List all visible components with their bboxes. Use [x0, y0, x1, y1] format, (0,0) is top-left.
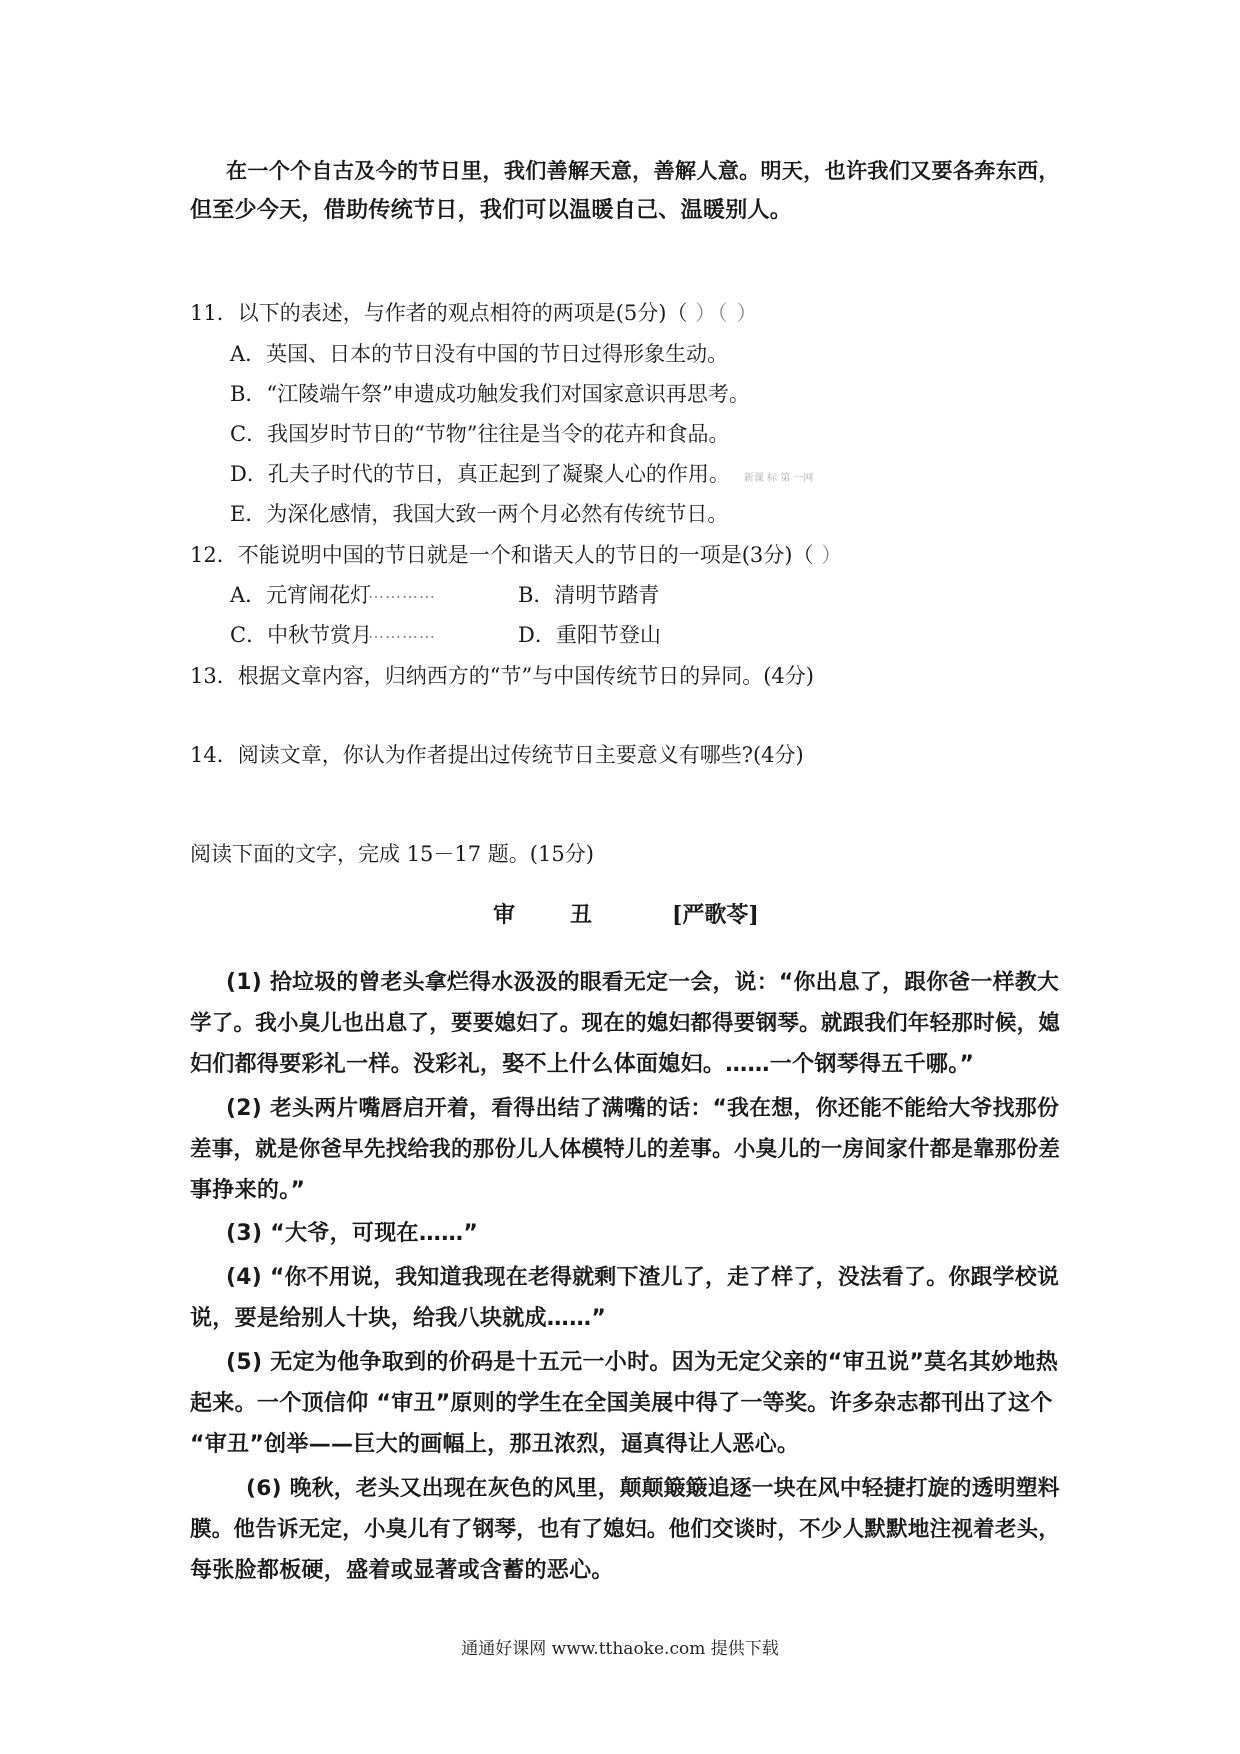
passage-p5-line-1: (5) 无定为他争取到的价码是十五元一小时。因为无定父亲的“审丑说”莫名其妙地热 [226, 1350, 1058, 1375]
q12-leader-1: ………… [368, 583, 436, 602]
q11-option-b: B．“江陵端午祭”申遗成功触发我们对国家意识再思考。 [230, 382, 750, 406]
intro-line-2: 但至少今天，借助传统节日，我们可以温暖自己、温暖别人。 [190, 198, 793, 223]
passage-p1-line-1: (1) 拾垃圾的曾老头拿烂得水汲汲的眼看无定一会，说：“你出息了，跟你爸一样教大 [226, 970, 1060, 995]
watermark-text: 新课 标 第 一网 [743, 473, 814, 484]
q11-option-d: D．孔夫子时代的节日，真正起到了凝聚人心的作用。 新课 标 第 一网 [230, 462, 814, 486]
passage-p6-line-1: (6) 晚秋，老头又出现在灰色的风里，颠颠簸簸追逐一块在风中轻捷打旋的透明塑料 [246, 1476, 1060, 1501]
q11-option-e: E．为深化感情，我国大致一两个月必然有传统节日。 [230, 502, 729, 526]
q11-option-c: C．我国岁时节日的“节物”往往是当令的花卉和食品。 [230, 422, 730, 446]
passage-p5-line-3: “审丑”创举——巨大的画幅上，那丑浓烈，逼真得让人恶心。 [190, 1432, 800, 1457]
q12-option-a: A．元宵闹花灯 [230, 583, 372, 607]
q12-leader-2: ………… [368, 623, 436, 642]
passage-p1-line-2: 学了。我小臭儿也出息了，要要媳妇了。现在的媳妇都得要钢琴。就跟我们年轻那时候，媳 [190, 1011, 1061, 1036]
intro-line-1: 在一个个自古及今的节日里，我们善解天意，善解人意。明天，也许我们又要各奔东西， [226, 158, 1060, 183]
passage-p6-line-3: 每张脸都板硬，盛着或显著或含蓄的恶心。 [190, 1558, 614, 1583]
page-footer: 通通好课网 www.tthaoke.com 提供下载 [461, 1639, 779, 1659]
q12-option-d: D．重阳节登山 [518, 623, 661, 647]
passage-p4-line-1: (4) “你不用说，我知道我现在老得就剩下渣儿了，走了样了，没法看了。你跟学校说 [226, 1265, 1060, 1290]
q11-blank-2: ） [728, 301, 759, 325]
q11-stem: 11．以下的表述，与作者的观点相符的两项是(5分)（ ）（ ） [190, 301, 759, 325]
story-title-char-1: 审 [493, 903, 516, 928]
q12-option-c: C．中秋节赏月 [230, 623, 373, 647]
q12-blank: ） [813, 543, 844, 567]
passage-p2-line-3: 事挣来的。” [190, 1178, 306, 1203]
q11-option-a: A．英国、日本的节日没有中国的节日过得形象生动。 [230, 342, 729, 366]
section-instruction: 阅读下面的文字，完成 15－17 题。(15分) [190, 842, 594, 866]
passage-p2-line-1: (2) 老头两片嘴唇启开着，看得出结了满嘴的话：“我在想，你还能不能给大爷找那份 [226, 1096, 1060, 1121]
passage-p6-line-2: 膜。他告诉无定，小臭儿有了钢琴，也有了媳妇。他们交谈时，不少人默默地注视着老头， [190, 1517, 1061, 1542]
passage-p4-line-2: 说，要是给别人十块，给我八块就成……” [190, 1306, 607, 1331]
q13-stem: 13．根据文章内容，归纳西方的“节”与中国传统节日的异同。(4分) [190, 664, 814, 688]
q14-stem: 14．阅读文章，你认为作者提出过传统节日主要意义有哪些?(4分) [190, 743, 804, 767]
q12-stem: 12．不能说明中国的节日就是一个和谐天人的节日的一项是(3分)（ ） [190, 543, 844, 567]
q11-blank-1: ）（ [687, 301, 729, 325]
passage-p3-line-1: (3) “大爷，可现在……” [226, 1221, 479, 1246]
story-title-char-2: 丑 [570, 903, 593, 928]
passage-p1-line-3: 妇们都得要彩礼一样。没彩礼，娶不上什么体面媳妇。……一个钢琴得五千哪。” [190, 1052, 975, 1077]
passage-p2-line-2: 差事，就是你爸早先找给我的那份儿人体模特儿的差事。小臭儿的一房间家什都是靠那份差 [190, 1137, 1061, 1162]
q12-option-b: B．清明节踏青 [518, 583, 660, 607]
story-author: [严歌苓] [672, 902, 759, 928]
passage-p5-line-2: 起来。一个顶信仰 “审丑”原则的学生在全国美展中得了一等奖。许多杂志都刊出了这个 [190, 1391, 1053, 1416]
